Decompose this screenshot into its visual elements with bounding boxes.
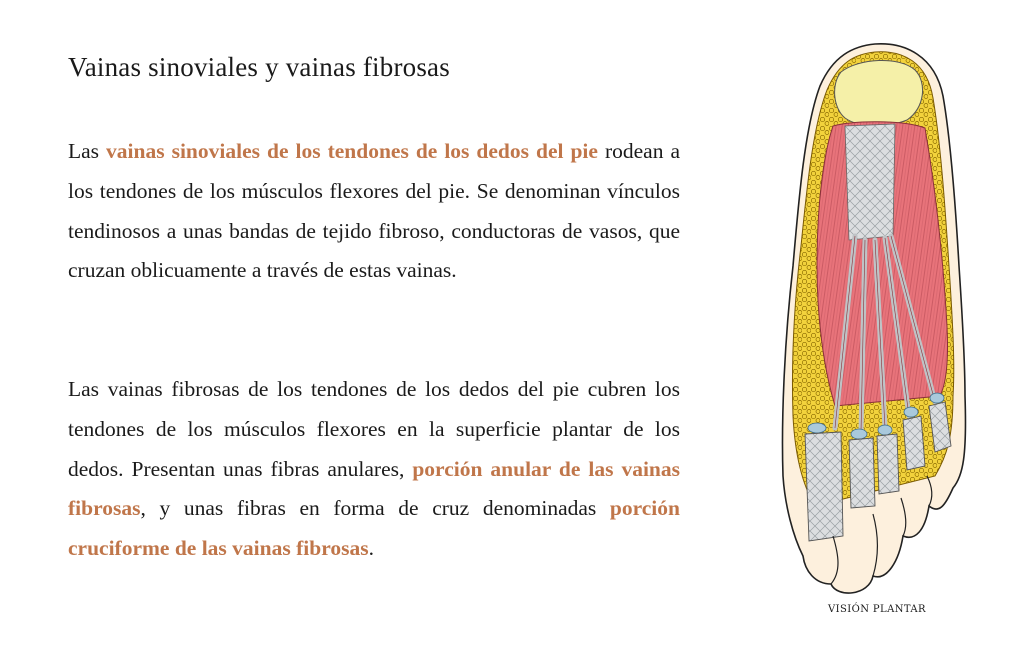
- link-synovial-sheaths[interactable]: vainas sinoviales de los tendones de los dedos del pie: [106, 139, 598, 163]
- foot-plantar-illustration: [775, 36, 975, 596]
- paragraph-text: rodean a los tendones de los músculos flexores del pie. Se denominan vínculos tendinosos a unas bandas de tejido fibroso, conductoras de vasos, que cruzan oblicuamente a través de estas vainas.: [68, 139, 680, 283]
- figure-caption: VISIÓN PLANTAR: [828, 604, 926, 615]
- paragraph-text: Las vainas fibrosas de los tendones de los dedos del pie cubren los tendones de los músculos flexores en la superficie plantar de los dedos. Presentan unas fibras anulares,: [68, 377, 680, 481]
- link-cruciform-part[interactable]: porción cruciforme de las vainas fibrosas: [68, 496, 680, 561]
- paragraph-fibrous: [68, 370, 680, 569]
- paragraph-synovial: [68, 132, 680, 291]
- paragraph-text: , y unas fibras en forma de cruz denominadas: [140, 496, 610, 521]
- paragraph-text: Las: [68, 139, 107, 163]
- calcaneal-pad: [835, 60, 923, 125]
- plantar-aponeurosis: [845, 124, 895, 240]
- page-title: Vainas sinoviales y vainas fibrosas: [68, 52, 450, 82]
- link-annular-part[interactable]: porción anular de las vainas fibrosas: [68, 456, 680, 521]
- paragraph-text: .: [368, 536, 374, 561]
